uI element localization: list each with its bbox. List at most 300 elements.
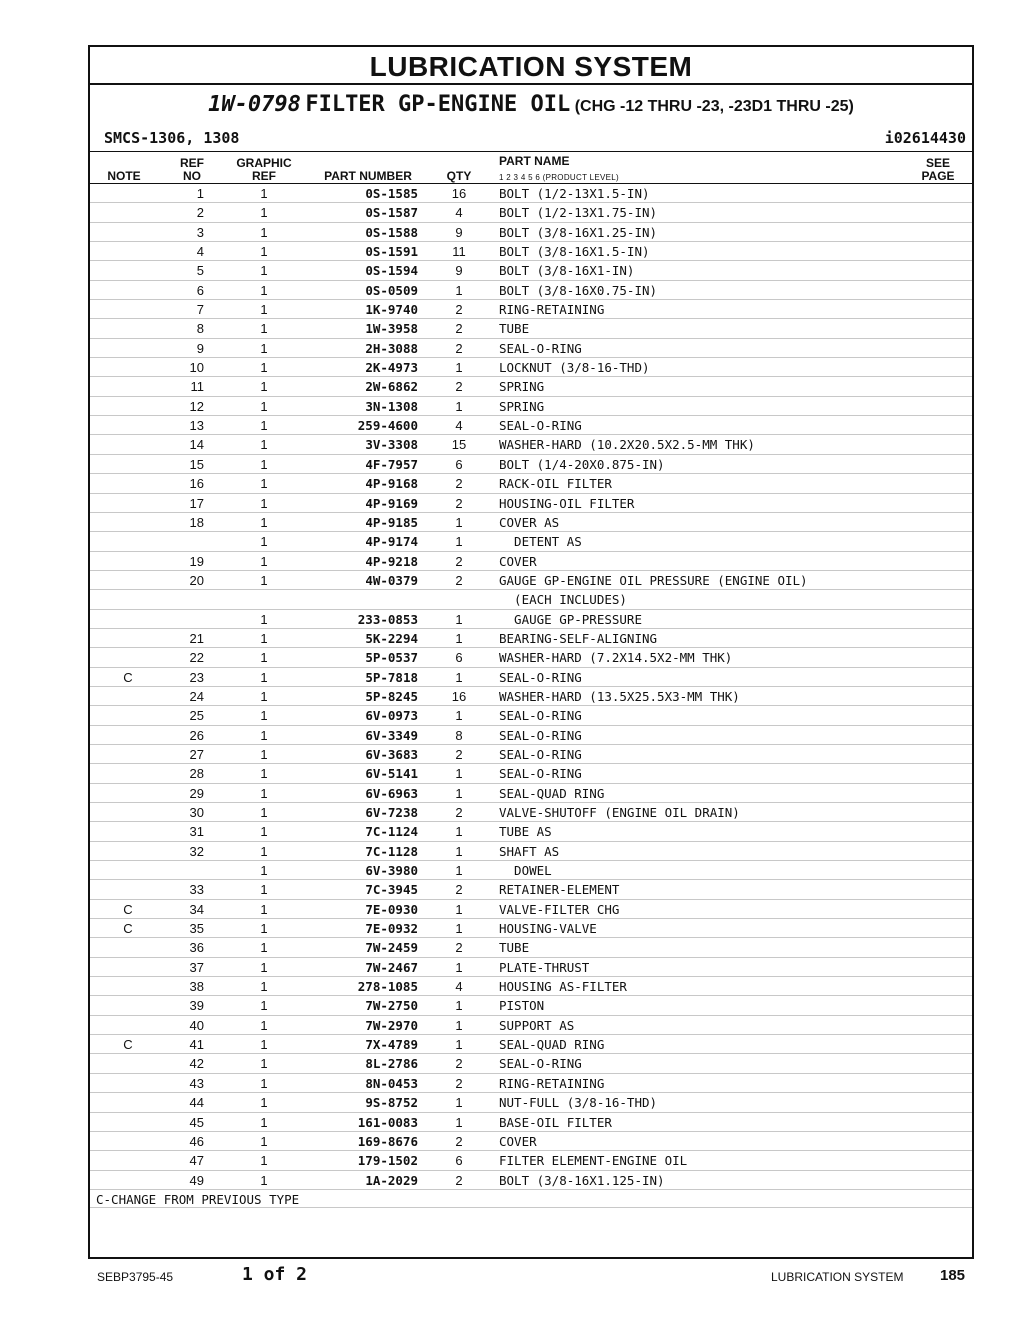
ref-no-cell: 46 [189, 1133, 204, 1149]
table-row [90, 687, 972, 706]
table-row [90, 319, 972, 338]
page-title: LUBRICATION SYSTEM [369, 51, 693, 82]
qty-cell: 2 [455, 340, 463, 356]
qty-cell: 1 [455, 1095, 463, 1111]
table-row [90, 764, 972, 783]
graphic-ref-cell: 1 [260, 766, 268, 782]
part-number-cell: 7W-2459 [365, 940, 418, 956]
qty-cell: 4 [455, 418, 463, 434]
qty-cell: 6 [455, 1153, 463, 1169]
footnote: C-CHANGE FROM PREVIOUS TYPE [90, 1190, 972, 1208]
ref-no-cell: 34 [189, 901, 204, 917]
part-name-cell: TUBE AS [499, 824, 552, 840]
ref-no-cell: 32 [189, 843, 204, 859]
part-number-cell: 2W-6862 [365, 379, 418, 395]
table-row [90, 435, 972, 454]
table-row [90, 880, 972, 899]
qty-cell: 1 [455, 708, 463, 724]
table-row [90, 339, 972, 358]
group-part-name: FILTER GP-ENGINE OIL [305, 92, 571, 117]
part-name-cell: FILTER ELEMENT-ENGINE OIL [499, 1153, 688, 1169]
graphic-ref-cell: 1 [260, 1056, 268, 1072]
qty-cell: 1 [455, 863, 463, 879]
part-number-cell: 5P-7818 [365, 669, 418, 685]
table-row [90, 513, 972, 532]
ref-no-cell: 6 [196, 282, 204, 298]
ref-no-cell: 29 [189, 785, 204, 801]
part-number-cell: 169-8676 [357, 1133, 418, 1149]
qty-cell: 2 [455, 572, 463, 588]
col-header-qty: QTY [446, 169, 472, 183]
part-name-cell: SEAL-O-RING [499, 708, 582, 724]
part-number-cell: 233-0853 [357, 611, 418, 627]
note-cell: C [123, 921, 133, 937]
part-name-cell: BOLT (1/2-13X1.5-IN) [499, 186, 650, 201]
table-row [90, 919, 972, 938]
qty-cell: 1 [455, 360, 463, 376]
graphic-ref-cell: 1 [260, 959, 268, 975]
qty-cell: 4 [455, 979, 463, 995]
part-name-cell: SPRING [499, 379, 545, 395]
group-part-number: 1W-0798 [208, 92, 301, 117]
illustration-id: i02614430 [884, 129, 966, 147]
ref-no-cell: 38 [189, 979, 204, 995]
part-name-cell: NUT-FULL (3/8-16-THD) [499, 1095, 658, 1111]
part-name-cell: RING-RETAINING [499, 302, 605, 318]
ref-no-cell: 31 [189, 824, 204, 840]
qty-cell: 1 [455, 630, 463, 646]
part-number-cell: 4P-9185 [365, 514, 418, 530]
part-number-cell: 8L-2786 [365, 1056, 418, 1072]
ref-no-cell: 11 [190, 379, 204, 395]
footer-section: LUBRICATION SYSTEM [771, 1270, 904, 1284]
ref-no-cell: 9 [196, 340, 204, 356]
qty-cell: 1 [455, 514, 463, 530]
col-header-note: NOTE [107, 169, 141, 183]
table-row [90, 900, 972, 919]
part-number-cell: 4P-9169 [365, 495, 418, 511]
footer-doc-id: SEBP3795-45 [97, 1270, 174, 1284]
graphic-ref-cell: 1 [260, 669, 268, 685]
graphic-ref-cell: 1 [260, 843, 268, 859]
graphic-ref-cell: 1 [260, 224, 268, 240]
qty-cell: 1 [455, 1037, 463, 1053]
footer-page-of: 1 of 2 [242, 1264, 308, 1285]
part-number-cell: 1W-3958 [365, 321, 418, 337]
table-row [90, 590, 972, 609]
graphic-ref-cell: 1 [260, 205, 268, 221]
qty-cell: 1 [455, 611, 463, 627]
ref-no-cell: 16 [189, 476, 204, 492]
part-name-cell: SEAL-O-RING [499, 418, 582, 434]
ref-no-cell: 24 [189, 688, 204, 704]
graphic-ref-cell: 1 [260, 650, 268, 666]
part-number-cell: 6V-6963 [365, 785, 418, 801]
part-name-cell: TUBE [499, 940, 530, 956]
part-number-cell: 4F-7957 [365, 456, 418, 472]
ref-no-cell: 44 [189, 1095, 204, 1111]
part-name-cell: BEARING-SELF-ALIGNING [499, 630, 658, 646]
qty-cell: 1 [455, 843, 463, 859]
graphic-ref-cell: 1 [260, 1095, 268, 1111]
graphic-ref-cell: 1 [260, 979, 268, 995]
ref-no-cell: 37 [189, 959, 204, 975]
ref-no-cell: 8 [196, 321, 204, 337]
qty-cell: 2 [455, 940, 463, 956]
table-row [90, 648, 972, 667]
part-number-cell: 5P-8245 [365, 688, 418, 704]
graphic-ref-cell: 1 [260, 727, 268, 743]
part-number-cell: 179-1502 [357, 1153, 418, 1169]
table-row [90, 629, 972, 648]
part-number-cell: 1K-9740 [365, 302, 418, 318]
part-number-cell: 4W-0379 [365, 572, 418, 588]
qty-cell: 1 [455, 282, 463, 298]
ref-no-cell: 13 [189, 418, 204, 434]
graphic-ref-cell: 1 [260, 379, 268, 395]
col-header-graphic-ref: GRAPHIC REF [236, 156, 292, 183]
table-row [90, 1074, 972, 1093]
graphic-ref-cell: 1 [260, 1075, 268, 1091]
ref-no-cell: 45 [189, 1114, 204, 1130]
ref-no-cell: 36 [189, 940, 204, 956]
ref-no-cell: 25 [189, 708, 204, 724]
table-row [90, 726, 972, 745]
part-name-cell: GAUGE GP-PRESSURE [499, 611, 642, 627]
table-row [90, 610, 972, 629]
part-number-cell: 1A-2029 [365, 1172, 418, 1188]
part-name-cell: SEAL-O-RING [499, 746, 582, 762]
part-number-cell: 8N-0453 [365, 1075, 418, 1091]
graphic-ref-cell: 1 [260, 805, 268, 820]
part-number-cell: 0S-1591 [365, 244, 418, 260]
graphic-ref-cell: 1 [260, 824, 268, 840]
graphic-ref-cell: 1 [260, 340, 268, 356]
graphic-ref-cell: 1 [260, 901, 268, 917]
qty-cell: 1 [455, 824, 463, 840]
qty-cell: 1 [455, 669, 463, 685]
part-number-cell: 2H-3088 [365, 340, 418, 356]
part-name-cell: BOLT (3/8-16X1.5-IN) [499, 244, 650, 260]
table-row [90, 571, 972, 590]
ref-no-cell: 41 [189, 1037, 204, 1053]
ref-no-cell: 7 [196, 302, 204, 318]
part-number-cell: 6V-5141 [365, 766, 418, 782]
part-number-cell: 6V-0973 [365, 708, 418, 724]
qty-cell: 1 [455, 998, 463, 1014]
graphic-ref-cell: 1 [260, 456, 268, 472]
table-row [90, 300, 972, 319]
part-number-cell: 7C-1124 [365, 824, 418, 840]
qty-cell: 1 [455, 785, 463, 801]
qty-cell: 2 [455, 553, 463, 569]
qty-cell: 2 [455, 476, 463, 492]
graphic-ref-cell: 1 [260, 611, 268, 627]
part-number-cell: 4P-9168 [365, 476, 418, 492]
graphic-ref-cell: 1 [260, 921, 268, 937]
part-name-cell: COVER AS [499, 514, 560, 530]
qty-cell: 9 [455, 263, 463, 279]
smcs-code: SMCS-1306, 1308 [104, 129, 240, 147]
note-cell: C [123, 901, 133, 917]
part-number-cell: 7W-2467 [365, 959, 418, 975]
qty-cell: 16 [451, 688, 467, 704]
graphic-ref-cell: 1 [260, 321, 268, 337]
graphic-ref-cell: 1 [260, 263, 268, 279]
qty-cell: 1 [455, 921, 463, 937]
part-number-cell: 7E-0930 [365, 901, 418, 917]
graphic-ref-cell: 1 [260, 572, 268, 588]
part-name-cell: LOCKNUT (3/8-16-THD) [499, 360, 650, 376]
part-name-cell: RING-RETAINING [499, 1075, 605, 1091]
col-header-ref-no: REF NO [180, 156, 204, 183]
qty-cell: 2 [455, 495, 463, 511]
ref-no-cell: 40 [189, 1017, 204, 1033]
part-name-cell: WASHER-HARD (7.2X14.5X2-MM THK) [499, 650, 733, 666]
graphic-ref-cell: 1 [260, 746, 268, 762]
part-number-cell: 7C-3945 [365, 882, 418, 898]
ref-no-cell: 26 [189, 727, 204, 743]
part-name-cell: SEAL-QUAD RING [499, 1037, 605, 1053]
part-name-cell: (EACH INCLUDES) [499, 592, 627, 608]
part-number-cell: 0S-1588 [365, 224, 418, 240]
part-number-cell: 6V-3980 [365, 863, 418, 879]
graphic-ref-cell: 1 [260, 863, 268, 879]
part-name-cell: SEAL-O-RING [499, 727, 582, 743]
graphic-ref-cell: 1 [260, 398, 268, 414]
part-number-cell: 7W-2750 [365, 998, 418, 1014]
col-header-product-level: 1 2 3 4 5 6 (PRODUCT LEVEL) [499, 173, 619, 182]
qty-cell: 2 [455, 1056, 463, 1072]
table-row [90, 1171, 972, 1190]
qty-cell: 6 [455, 456, 463, 472]
table-row [90, 996, 972, 1015]
qty-cell: 2 [455, 1133, 463, 1149]
qty-cell: 15 [451, 437, 467, 453]
ref-no-cell: 47 [189, 1153, 204, 1169]
qty-cell: 2 [455, 1075, 463, 1091]
footer-page-number: 185 [940, 1267, 966, 1284]
ref-no-cell: 43 [189, 1075, 204, 1091]
part-name-cell: VALVE-FILTER CHG [499, 901, 620, 917]
qty-cell: 1 [455, 1114, 463, 1130]
table-row [90, 242, 972, 261]
part-number-cell: 7C-1128 [365, 843, 418, 859]
table-row [90, 842, 972, 861]
part-name-cell: SEAL-O-RING [499, 1056, 582, 1072]
parts-page-frame [88, 45, 974, 1259]
graphic-ref-cell: 1 [260, 553, 268, 569]
qty-cell: 2 [455, 1172, 463, 1188]
graphic-ref-cell: 1 [260, 534, 268, 550]
part-name-cell: TUBE [499, 321, 530, 337]
ref-no-cell: 27 [189, 746, 204, 762]
part-name-cell: SEAL-O-RING [499, 340, 582, 356]
table-row [90, 1113, 972, 1132]
part-number-cell: 0S-1587 [365, 205, 418, 221]
table-row [90, 706, 972, 725]
part-name-cell: SEAL-O-RING [499, 766, 582, 782]
part-name-cell: COVER [499, 1133, 537, 1149]
part-name-cell: HOUSING-OIL FILTER [499, 495, 635, 511]
part-name-cell: WASHER-HARD (10.2X20.5X2.5-MM THK) [499, 437, 755, 453]
part-name-cell: SPRING [499, 398, 545, 414]
qty-cell: 2 [455, 746, 463, 762]
qty-cell: 6 [455, 650, 463, 666]
table-row [90, 861, 972, 880]
table-row [90, 532, 972, 551]
graphic-ref-cell: 1 [260, 282, 268, 298]
graphic-ref-cell: 1 [260, 476, 268, 492]
graphic-ref-cell: 1 [260, 514, 268, 530]
graphic-ref-cell: 1 [260, 1017, 268, 1033]
group-applicability: (CHG -12 THRU -23, -23D1 THRU -25) [574, 98, 854, 115]
qty-cell: 1 [455, 959, 463, 975]
part-name-cell: BOLT (3/8-16X1-IN) [499, 263, 635, 279]
ref-no-cell: 18 [189, 514, 204, 530]
part-name-cell: PLATE-THRUST [499, 959, 590, 975]
qty-cell: 1 [455, 901, 463, 917]
part-name-cell: SHAFT AS [499, 843, 560, 859]
col-header-part-number: PART NUMBER [324, 169, 412, 183]
col-header-part-name: PART NAME [499, 154, 570, 168]
part-number-cell: 3V-3308 [365, 437, 418, 453]
part-name-cell: VALVE-SHUTOFF (ENGINE OIL DRAIN) [499, 805, 740, 820]
part-number-cell: 5P-0537 [365, 650, 418, 666]
table-row [90, 1035, 972, 1054]
qty-cell: 11 [452, 244, 466, 260]
table-row [90, 397, 972, 416]
part-number-cell: 161-0083 [357, 1114, 418, 1130]
ref-no-cell: 12 [189, 398, 204, 414]
note-cell: C [123, 669, 133, 685]
ref-no-cell: 28 [189, 766, 204, 782]
ref-no-cell: 3 [196, 224, 204, 240]
graphic-ref-cell: 1 [260, 244, 268, 260]
table-row [90, 1016, 972, 1035]
graphic-ref-cell: 1 [260, 940, 268, 956]
part-name-cell: DOWEL [499, 863, 552, 879]
col-header-see-page: SEE PAGE [921, 156, 955, 183]
qty-cell: 1 [455, 1017, 463, 1033]
qty-cell: 2 [455, 805, 463, 820]
table-row [90, 455, 972, 474]
qty-cell: 1 [455, 766, 463, 782]
note-cell: C [123, 1037, 133, 1053]
graphic-ref-cell: 1 [260, 1133, 268, 1149]
table-row [90, 784, 972, 803]
table-row [90, 745, 972, 764]
table-row [90, 977, 972, 996]
graphic-ref-cell: 1 [260, 437, 268, 453]
table-row [90, 416, 972, 435]
table-row [90, 184, 972, 203]
part-name-cell: COVER [499, 553, 537, 569]
ref-no-cell: 14 [189, 437, 204, 453]
ref-no-cell: 5 [196, 263, 204, 279]
table-row [90, 1132, 972, 1151]
graphic-ref-cell: 1 [260, 708, 268, 724]
part-number-cell: 5K-2294 [365, 630, 418, 646]
table-row [90, 261, 972, 280]
part-name-cell: BOLT (1/4-20X0.875-IN) [499, 456, 665, 472]
graphic-ref-cell: 1 [260, 688, 268, 704]
ref-no-cell: 17 [189, 495, 204, 511]
part-name-cell: SEAL-QUAD RING [499, 785, 605, 801]
graphic-ref-cell: 1 [260, 418, 268, 434]
ref-no-cell: 2 [196, 205, 204, 221]
qty-cell: 2 [455, 321, 463, 337]
graphic-ref-cell: 1 [260, 630, 268, 646]
part-number-cell: 0S-0509 [365, 282, 418, 298]
qty-cell: 1 [455, 398, 463, 414]
qty-cell: 9 [455, 224, 463, 240]
part-name-cell: GAUGE GP-ENGINE OIL PRESSURE (ENGINE OIL) [499, 572, 808, 588]
ref-no-cell: 1 [196, 186, 204, 201]
table-row [90, 223, 972, 242]
part-number-cell: 6V-7238 [365, 805, 418, 820]
table-row [90, 668, 972, 687]
ref-no-cell: 21 [189, 630, 204, 646]
graphic-ref-cell: 1 [260, 302, 268, 318]
ref-no-cell: 35 [189, 921, 204, 937]
part-name-cell: PISTON [499, 998, 545, 1014]
graphic-ref-cell: 1 [260, 998, 268, 1014]
table-row [90, 203, 972, 222]
table-row [90, 1054, 972, 1073]
part-number-cell: 9S-8752 [365, 1095, 418, 1111]
ref-no-cell: 42 [189, 1056, 204, 1072]
part-name-cell: DETENT AS [499, 534, 582, 550]
part-number-cell: 7W-2970 [365, 1017, 418, 1033]
part-number-cell: 278-1085 [357, 979, 418, 995]
part-number-cell: 6V-3349 [365, 727, 418, 743]
ref-no-cell: 20 [189, 572, 204, 588]
table-row [90, 552, 972, 571]
part-name-cell: HOUSING AS-FILTER [499, 979, 627, 995]
ref-no-cell: 15 [189, 456, 204, 472]
table-row [90, 358, 972, 377]
ref-no-cell: 49 [189, 1172, 204, 1188]
graphic-ref-cell: 1 [260, 1153, 268, 1169]
qty-cell: 2 [455, 302, 463, 318]
part-name-cell: RACK-OIL FILTER [499, 476, 612, 492]
part-name-cell: BOLT (1/2-13X1.75-IN) [499, 205, 658, 221]
part-number-cell: 2K-4973 [365, 360, 418, 376]
graphic-ref-cell: 1 [260, 882, 268, 898]
qty-cell: 2 [455, 882, 463, 898]
part-number-cell: 259-4600 [357, 418, 418, 434]
table-row [90, 822, 972, 841]
divider [90, 151, 972, 152]
ref-no-cell: 22 [189, 650, 204, 666]
ref-no-cell: 19 [189, 553, 204, 569]
table-row [90, 958, 972, 977]
graphic-ref-cell: 1 [260, 360, 268, 376]
graphic-ref-cell: 1 [260, 186, 268, 201]
part-number-cell: 4P-9174 [365, 534, 418, 550]
qty-cell: 1 [455, 534, 463, 550]
part-number-cell: 7X-4789 [365, 1037, 418, 1053]
ref-no-cell: 23 [189, 669, 204, 685]
qty-cell: 4 [455, 205, 463, 221]
part-name-cell: BASE-OIL FILTER [499, 1114, 612, 1130]
table-row [90, 377, 972, 396]
table-row [90, 1093, 972, 1112]
part-name-cell: WASHER-HARD (13.5X25.5X3-MM THK) [499, 688, 740, 704]
graphic-ref-cell: 1 [260, 1114, 268, 1130]
part-number-cell: 4P-9218 [365, 553, 418, 569]
